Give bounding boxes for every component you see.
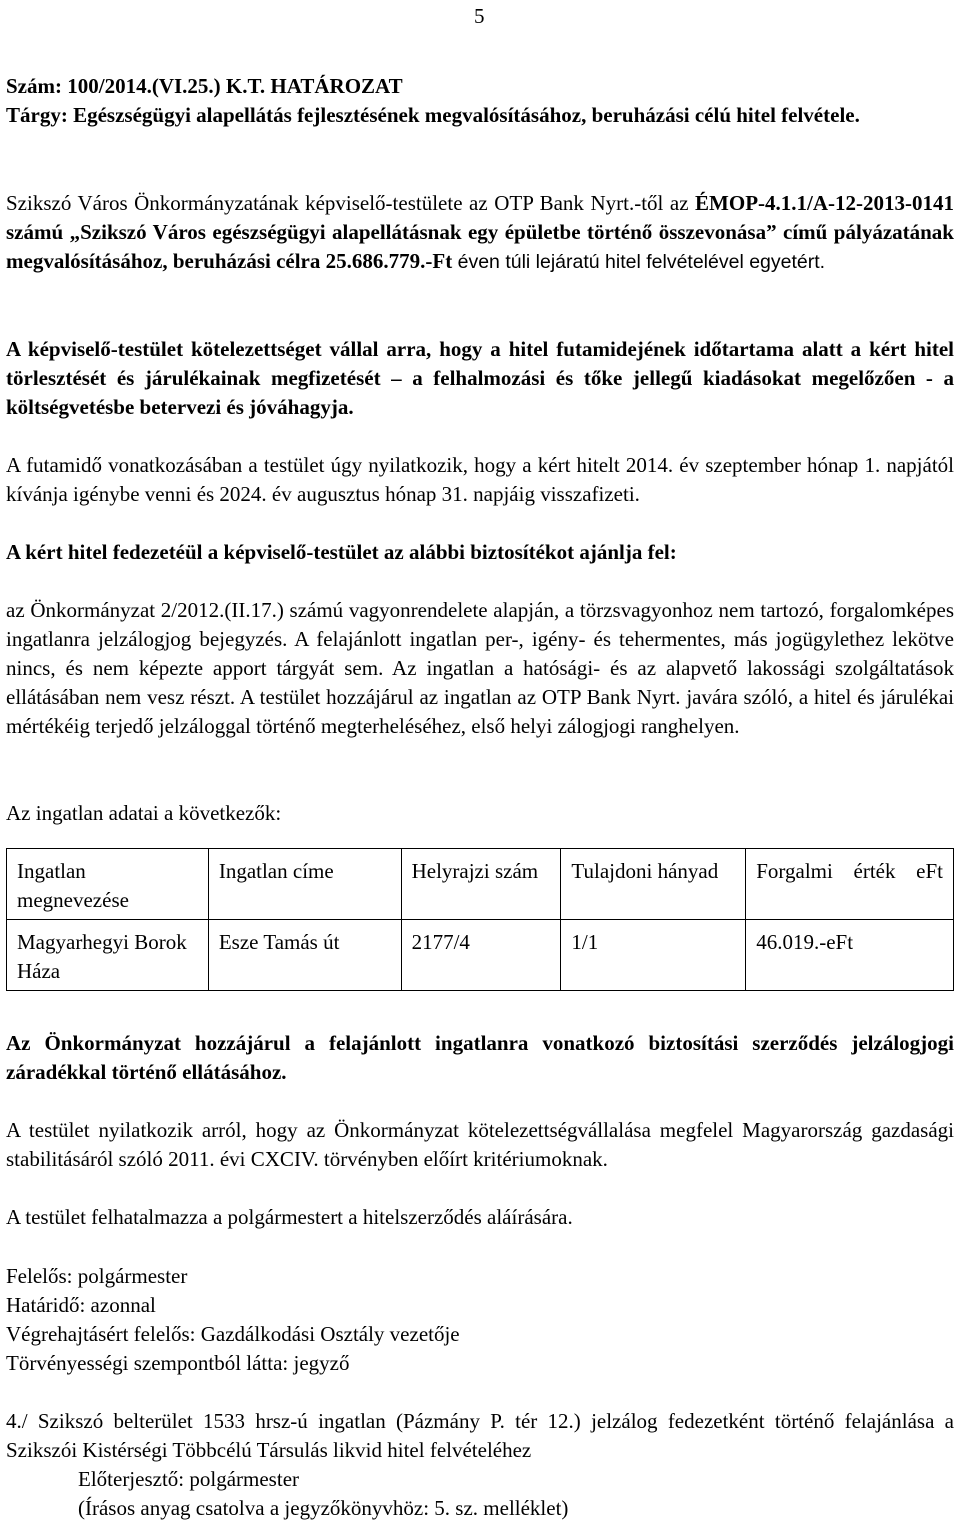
header-market-value: Forgalmi érték eFt: [746, 849, 954, 920]
executor: Végrehajtásért felelős: Gazdálkodási Osztály vezetője: [6, 1322, 460, 1346]
cell-name: Magyarhegyi Borok Háza: [7, 920, 209, 991]
cell-market-value: 46.019.-eFt: [746, 920, 954, 991]
table-row: [7, 920, 954, 991]
paragraph-collateral-heading: A kért hitel fedezetéül a képviselő-testület az alábbi biztosítékot ajánlja fel:: [6, 540, 677, 564]
deadline: Határidő: azonnal: [6, 1293, 156, 1317]
loan-approval-project: ÉMOP-4.1.1/A-12-2013-0141 számú „Szikszó Város egészségügyi alapellátásnak egy épületbe történő összevonása” című pályázatának megvalósításához, beruházási célra 25.686.779.-Ft: [6, 191, 954, 273]
agenda-item-4-presenter: Előterjesztő: polgármester: [78, 1467, 300, 1491]
table-header-row: [7, 849, 954, 920]
responsible-person: Felelős: polgármester: [6, 1264, 188, 1288]
property-table: [6, 848, 954, 991]
paragraph-authorization: A testület felhatalmazza a polgármestert a hitelszerződés aláírására.: [6, 1205, 573, 1229]
paragraph-term: A futamidő vonatkozásában a testület úgy nyilatkozik, hogy a kért hitelt 2014. év szeptember hónap 1. napjától kívánja igénybe venni és 2024. év augusztus hónap 31. napjáig visszafizeti.: [6, 453, 954, 506]
cell-lot-number: 2177/4: [401, 920, 561, 991]
loan-approval-tail: éven túli lejáratú hitel felvételével egyetért.: [452, 251, 826, 273]
header-lot-number: Helyrajzi szám: [401, 849, 561, 920]
header-name: Ingatlan megnevezése: [7, 849, 209, 920]
header-ownership-share: Tulajdoni hányad: [561, 849, 746, 920]
paragraph-obligation: A képviselő-testület kötelezettséget vállal arra, hogy a hitel futamidejének időtartama alatt a kért hitel törlesztését és járulékainak megfizetését – a felhalmozási és tőke jellegű kiadásokat megelőzően - a költségvetésbe betervezi és jóváhagyja.: [6, 337, 954, 419]
legality-check: Törvényességi szempontból látta: jegyző: [6, 1351, 350, 1375]
paragraph-stability-law: A testület nyilatkozik arról, hogy az Önkormányzat kötelezettségvállalása megfelel Magyarország gazdasági stabilitásáról szóló 2011. évi CXCIV. törvényben előírt kritériumoknak.: [6, 1118, 954, 1171]
page-number: 5: [474, 4, 485, 28]
paragraph-insurance: Az Önkormányzat hozzájárul a felajánlott ingatlanra vonatkozó biztosítási szerződés jelzálogjogi záradékkal történő ellátásához.: [6, 1031, 954, 1084]
resolution-number: Szám: 100/2014.(VI.25.) K.T. HATÁROZAT: [6, 74, 403, 98]
paragraph-loan-approval: [6, 189, 954, 277]
paragraph-collateral-details: az Önkormányzat 2/2012.(II.17.) számú vagyonrendelete alapján, a törzsvagyonhoz nem tartozó, forgalomképes ingatlanra jelzálogjog bejegyzés. A felajánlott ingatlan per-, igény- és tehermentes, más jogügylethez lekötve nincs, és nem képezte apport tárgyát sem. Az ingatlan a hatósági- és az alapvető lakossági szolgáltatások ellátásában nem vesz részt. A testület hozzájárul az ingatlan az OTP Bank Nyrt. javára szóló, a hitel és járulékai mértékéig terjedő jelzáloggal történő megterheléséhez, első helyi zálogjogi ranghelyen.: [6, 598, 954, 738]
agenda-item-4-attachment: (Írásos anyag csatolva a jegyzőkönyvhöz: 5. sz. melléklet): [78, 1496, 569, 1520]
header-address: Ingatlan címe: [208, 849, 401, 920]
cell-address: Esze Tamás út: [208, 920, 401, 991]
resolution-subject: Tárgy: Egészségügyi alapellátás fejlesztésének megvalósításához, beruházási célú hitel felvétele.: [6, 103, 860, 127]
paragraph-property-intro: Az ingatlan adatai a következők:: [6, 801, 282, 825]
loan-approval-lead: Szikszó Város Önkormányzatának képviselő-testülete az OTP Bank Nyrt.-től az: [6, 191, 696, 215]
cell-ownership-share: 1/1: [561, 920, 746, 991]
agenda-item-4-title: 4./ Szikszó belterület 1533 hrsz-ú ingatlan (Pázmány P. tér 12.) jelzálog fedezetként történő felajánlása a Szikszói Kistérségi Többcélú Társulás likvid hitel felvételéhez: [6, 1409, 954, 1462]
